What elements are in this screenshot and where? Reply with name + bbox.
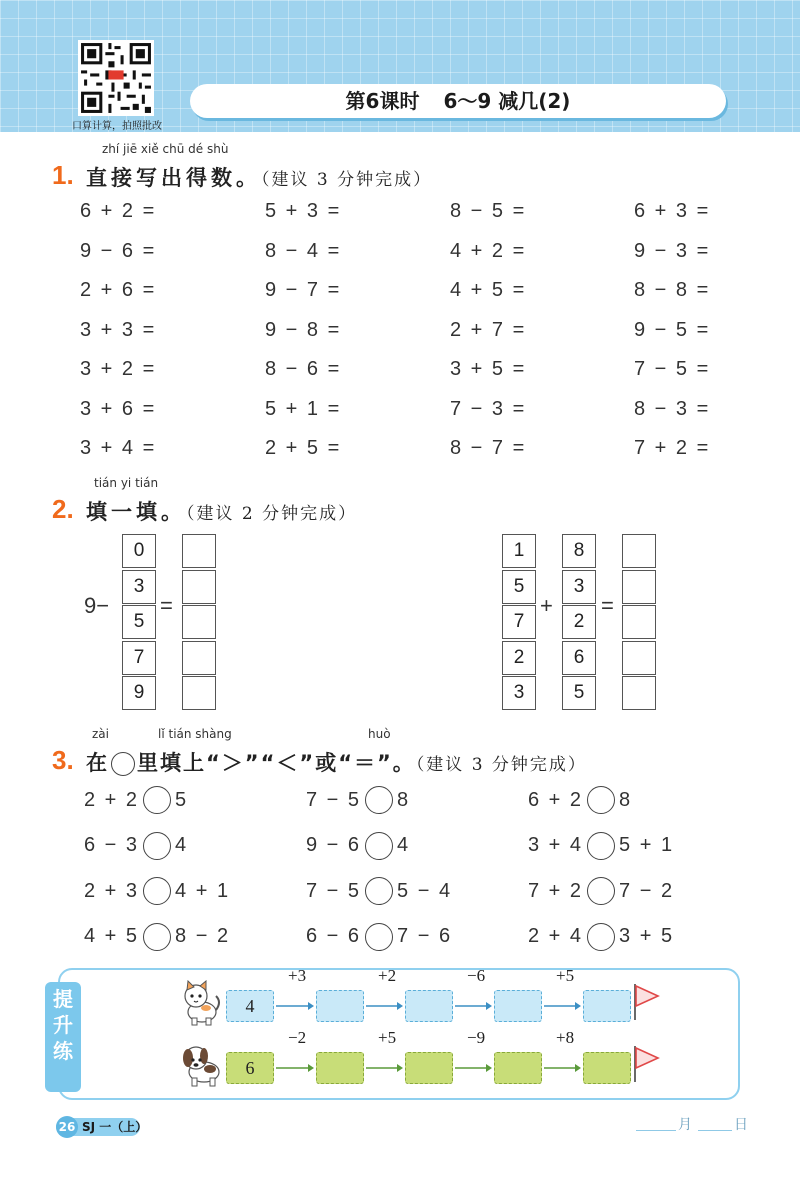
number-box: 5: [122, 605, 156, 639]
q3-title: [86, 747, 587, 777]
equation: 8 − 8 =: [634, 279, 711, 301]
day-blank[interactable]: [698, 1130, 732, 1131]
equation: 3 + 6 =: [80, 397, 157, 420]
chain-operation: +5: [378, 1028, 397, 1047]
qr-code-icon[interactable]: [78, 40, 154, 116]
chain-operation: −2: [288, 1028, 307, 1047]
compare-right: 4 + 1: [175, 879, 231, 902]
answer-circle[interactable]: [587, 832, 615, 860]
chain-answer-box[interactable]: [494, 1052, 542, 1084]
grade-label: SJ 一（上）: [82, 1120, 148, 1134]
day-label: 日: [734, 1117, 748, 1133]
compare-right: 4: [397, 834, 411, 856]
practice-tab-char-3: 练: [53, 1039, 73, 1063]
arrow-head-icon: [575, 1002, 581, 1010]
compare-item: [528, 832, 674, 860]
compare-item: [528, 786, 632, 814]
compare-left: 2 + 2: [84, 788, 140, 811]
answer-box[interactable]: [622, 534, 656, 568]
equation: 8 − 7 =: [450, 437, 527, 459]
answer-circle[interactable]: [365, 832, 393, 860]
compare-right: 4: [175, 834, 189, 856]
compare-left: 3 + 4: [528, 834, 584, 856]
compare-left: 7 − 5: [306, 788, 362, 811]
equation: 7 − 5 =: [634, 358, 711, 380]
equation: 8 − 3 =: [634, 397, 711, 420]
compare-left: 7 + 2: [528, 879, 584, 902]
q2-left-equals: =: [160, 593, 173, 618]
number-box: 3: [122, 570, 156, 604]
number-box: 7: [122, 641, 156, 675]
equation: 5 + 3 =: [265, 200, 342, 222]
compare-left: 2 + 3: [84, 879, 140, 902]
q1-hint: （建议 3 分钟完成）: [261, 170, 433, 190]
flag-icon: [632, 1044, 662, 1084]
q3-number: 3.: [52, 745, 74, 775]
chain-operation: +8: [556, 1028, 575, 1047]
arrow-head-icon: [397, 1064, 403, 1072]
equation: 7 − 3 =: [450, 397, 527, 420]
chain-answer-box[interactable]: [494, 990, 542, 1022]
answer-circle[interactable]: [587, 923, 615, 951]
compare-right: 8: [619, 788, 633, 811]
q3-pinyin-zai: zài: [92, 727, 109, 741]
month-blank[interactable]: [636, 1130, 676, 1131]
page-title: [190, 84, 726, 118]
compare-right: 5 + 1: [619, 834, 675, 856]
equation: 8 − 5 =: [450, 200, 527, 222]
compare-item: [84, 877, 230, 905]
equation: 4 + 2 =: [450, 239, 527, 262]
answer-circle[interactable]: [143, 786, 171, 814]
compare-item: [306, 786, 410, 814]
compare-item: [306, 832, 410, 860]
q3-pinyin-litianshang: lǐ tián shàng: [158, 727, 232, 741]
number-box: 3: [502, 676, 536, 710]
answer-box[interactable]: [622, 676, 656, 710]
chain-operation: −9: [467, 1028, 486, 1047]
equation: 9 − 5 =: [634, 318, 711, 341]
q3-pinyin-huo: huò: [368, 727, 391, 741]
q2-minuend-value: 9: [84, 593, 97, 618]
answer-circle[interactable]: [365, 786, 393, 814]
q2-pinyin: tián yi tián: [94, 476, 159, 490]
answer-circle[interactable]: [587, 877, 615, 905]
compare-right: 8 − 2: [175, 925, 231, 947]
answer-circle[interactable]: [143, 923, 171, 951]
number-box: 2: [502, 641, 536, 675]
q2-minus-sign: −: [96, 593, 110, 618]
equation: 2 + 5 =: [265, 437, 342, 459]
chain-start-box: 6: [226, 1052, 274, 1084]
q3-title-mid: 里填上“＞”“＜”或“＝”。: [137, 751, 416, 775]
number-box: 9: [122, 676, 156, 710]
chain-answer-box[interactable]: [316, 1052, 364, 1084]
compare-right: 8: [397, 788, 411, 811]
answer-box[interactable]: [182, 534, 216, 568]
q2-title: [86, 496, 357, 526]
compare-left: 6 + 2: [528, 788, 584, 811]
chain-start-box: 4: [226, 990, 274, 1022]
number-box: 7: [502, 605, 536, 639]
chain-answer-box[interactable]: [583, 1052, 631, 1084]
compare-left: 9 − 6: [306, 834, 362, 856]
lesson-topic: 6～9 减几(2): [443, 89, 571, 113]
answer-circle[interactable]: [365, 877, 393, 905]
number-box: 0: [122, 534, 156, 568]
equation: 3 + 5 =: [450, 358, 527, 380]
q3-hint: （建议 3 分钟完成）: [415, 755, 587, 775]
compare-left: 7 − 5: [306, 879, 362, 902]
number-box: 1: [502, 534, 536, 568]
chain-answer-box[interactable]: [316, 990, 364, 1022]
equation: 6 + 2 =: [80, 200, 157, 222]
equation: 9 − 7 =: [265, 279, 342, 301]
equation: 5 + 1 =: [265, 397, 342, 420]
answer-box[interactable]: [182, 641, 216, 675]
answer-circle[interactable]: [365, 923, 393, 951]
qr-caption: 口算计算，拍照批改: [72, 121, 162, 132]
equation: 2 + 6 =: [80, 279, 157, 301]
answer-box[interactable]: [182, 676, 216, 710]
compare-left: 6 − 3: [84, 834, 140, 856]
compare-item: [528, 877, 674, 905]
answer-box[interactable]: [622, 605, 656, 639]
arrow-head-icon: [486, 1002, 492, 1010]
number-box: 2: [562, 605, 596, 639]
chain-answer-box[interactable]: [405, 990, 453, 1022]
cat-icon: [172, 980, 222, 1026]
practice-tab-char-2: 升: [53, 1013, 73, 1037]
number-box: 5: [562, 676, 596, 710]
q2-hint: （建议 2 分钟完成）: [186, 504, 358, 524]
equation: 4 + 5 =: [450, 279, 527, 301]
equation: 9 − 6 =: [80, 239, 157, 262]
compare-item: [528, 923, 674, 951]
compare-item: [84, 832, 188, 860]
number-box: 3: [562, 570, 596, 604]
chain-answer-box[interactable]: [405, 1052, 453, 1084]
compare-right: 7 − 2: [619, 879, 675, 902]
arrow-head-icon: [308, 1002, 314, 1010]
equation: 3 + 2 =: [80, 358, 157, 380]
number-box: 6: [562, 641, 596, 675]
answer-circle[interactable]: [587, 786, 615, 814]
equation: 3 + 3 =: [80, 318, 157, 341]
equation: 9 − 8 =: [265, 318, 342, 341]
compare-right: 3 + 5: [619, 925, 675, 947]
compare-item: [84, 923, 230, 951]
practice-side-tab: [45, 982, 81, 1092]
q2-right-plus: +: [540, 593, 553, 618]
q3-title-zai: 在: [86, 751, 109, 775]
compare-left: 2 + 4: [528, 925, 584, 947]
q1-number: 1.: [52, 160, 74, 190]
q2-left-minuend: [84, 593, 109, 619]
chain-operation: −6: [467, 966, 486, 985]
equation: 6 + 3 =: [634, 200, 711, 222]
compare-item: [306, 923, 452, 951]
answer-box[interactable]: [622, 570, 656, 604]
answer-circle[interactable]: [143, 877, 171, 905]
q1-title-text: 直接写出得数。: [86, 166, 261, 190]
chain-operation: +3: [288, 966, 307, 985]
equation: 2 + 7 =: [450, 318, 527, 341]
compare-right: 5: [175, 788, 189, 811]
equation: 7 + 2 =: [634, 437, 711, 459]
practice-tab-char-1: 提: [53, 987, 73, 1011]
dog-icon: [174, 1042, 226, 1088]
number-box: 5: [502, 570, 536, 604]
lesson-label: 第6课时: [345, 89, 420, 113]
answer-circle[interactable]: [143, 832, 171, 860]
equation: 9 − 3 =: [634, 239, 711, 262]
arrow-head-icon: [397, 1002, 403, 1010]
equation: 3 + 4 =: [80, 437, 157, 459]
chain-answer-box[interactable]: [583, 990, 631, 1022]
compare-left: 4 + 5: [84, 925, 140, 947]
number-box: 8: [562, 534, 596, 568]
q2-number: 2.: [52, 494, 74, 524]
q2-title-text: 填一填。: [86, 500, 186, 524]
page-number: 26: [56, 1116, 78, 1138]
flag-icon: [632, 982, 662, 1022]
q1-pinyin: zhí jiē xiě chū dé shù: [102, 142, 229, 156]
answer-box[interactable]: [182, 605, 216, 639]
chain-operation: +5: [556, 966, 575, 985]
arrow-head-icon: [575, 1064, 581, 1072]
compare-right: 5 − 4: [397, 879, 453, 902]
answer-box[interactable]: [182, 570, 216, 604]
q1-title: [86, 162, 432, 192]
equation: 8 − 4 =: [265, 239, 342, 262]
q2-right-equals: =: [601, 593, 614, 618]
compare-item: [84, 786, 188, 814]
compare-right: 7 − 6: [397, 925, 453, 947]
equation: 8 − 6 =: [265, 358, 342, 380]
month-label: 月: [678, 1117, 692, 1133]
circle-icon: [111, 752, 135, 776]
answer-box[interactable]: [622, 641, 656, 675]
arrow-head-icon: [486, 1064, 492, 1072]
compare-item: [306, 877, 452, 905]
chain-operation: +2: [378, 966, 397, 985]
arrow-head-icon: [308, 1064, 314, 1072]
compare-left: 6 − 6: [306, 925, 362, 947]
